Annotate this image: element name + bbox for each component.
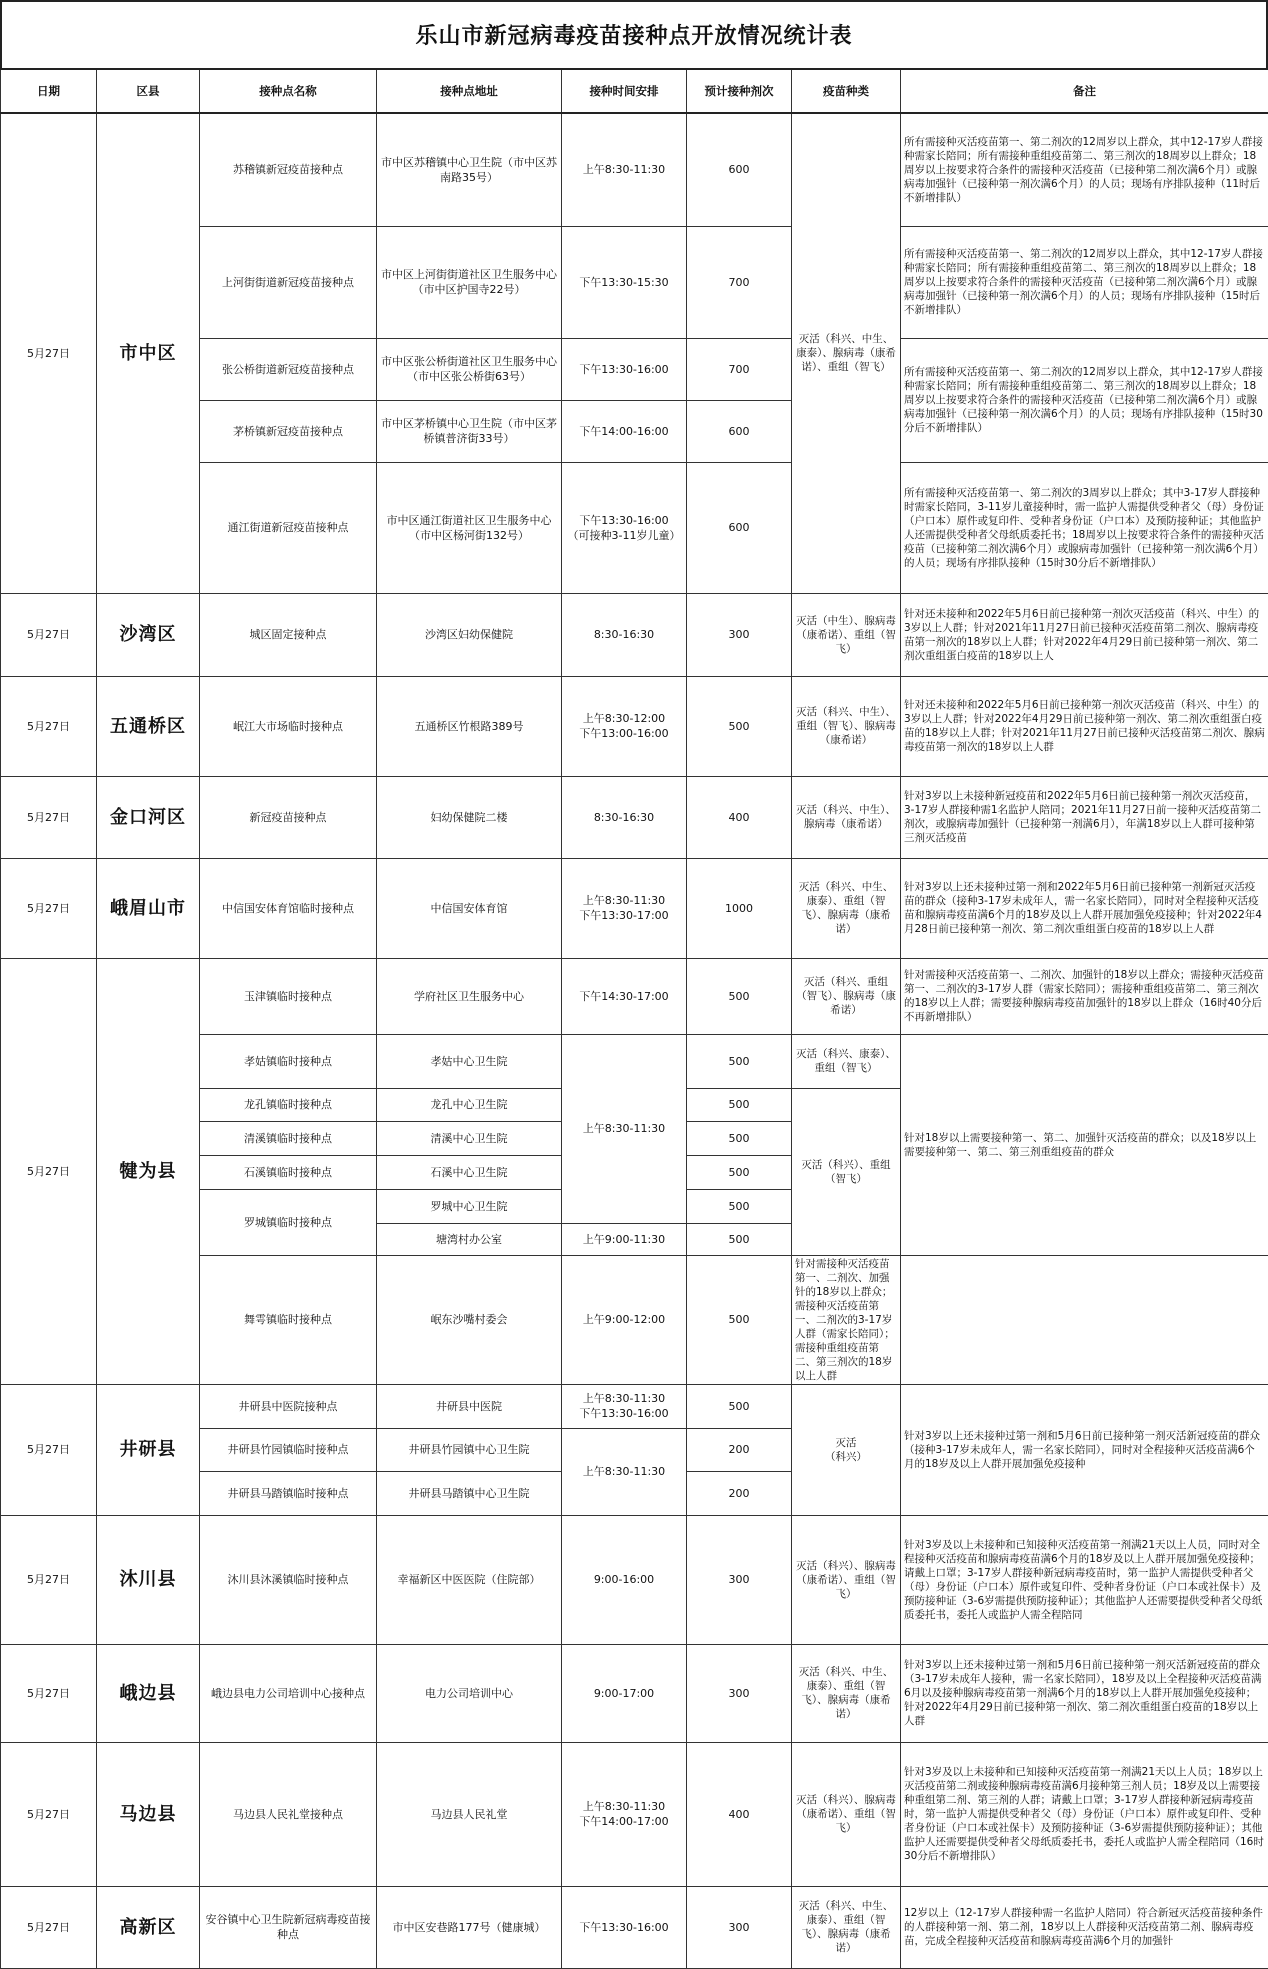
table-row bbox=[1, 1384, 1268, 1428]
site-name: 舞雩镇临时接种点 bbox=[200, 1255, 377, 1384]
site-address: 市中区苏稽镇中心卫生院（市中区苏南路35号） bbox=[377, 113, 562, 226]
vaccine-type: 灭活（中生）、腺病毒（康希诺）、重组（智飞） bbox=[792, 593, 901, 676]
district-cell: 峨边县 bbox=[97, 1644, 200, 1742]
header-name: 接种点名称 bbox=[200, 69, 377, 113]
site-address: 井研县竹园镇中心卫生院 bbox=[377, 1428, 562, 1471]
site-address: 龙孔中心卫生院 bbox=[377, 1088, 562, 1121]
header-district: 区县 bbox=[97, 69, 200, 113]
site-doses: 300 bbox=[687, 1644, 792, 1742]
table-row bbox=[1, 1644, 1268, 1742]
site-time: 9:00-17:00 bbox=[562, 1644, 687, 1742]
site-address: 岷东沙嘴村委会 bbox=[377, 1255, 562, 1384]
site-address: 中信国安体育馆 bbox=[377, 858, 562, 958]
site-address: 电力公司培训中心 bbox=[377, 1644, 562, 1742]
site-doses: 600 bbox=[687, 400, 792, 462]
table-row bbox=[1, 858, 1268, 958]
site-note: 针对3岁以上还未接种过第一剂和5月6日前已接种第一剂灭活新冠疫苗的群众（3-17岁未成年人接种，需一名家长陪同），18岁及以上全程接种灭活疫苗满6月以及接种腺病毒疫苗第一剂满6个月的18岁以上人群开展加强免疫接种；针对2022年4月29日前已接种第一剂次、第二剂次重组蛋白疫苗的18岁以上人群 bbox=[901, 1644, 1268, 1742]
district-cell: 五通桥区 bbox=[97, 676, 200, 776]
vaccine-type: 灭活（科兴）、重组（智飞） bbox=[792, 1088, 901, 1255]
site-address: 孝姑中心卫生院 bbox=[377, 1034, 562, 1088]
site-doses: 300 bbox=[687, 1886, 792, 1968]
site-address: 罗城中心卫生院 bbox=[377, 1189, 562, 1223]
site-name: 中信国安体育馆临时接种点 bbox=[200, 858, 377, 958]
site-address: 清溪中心卫生院 bbox=[377, 1121, 562, 1155]
site-name: 新冠疫苗接种点 bbox=[200, 776, 377, 858]
date-cell: 5月27日 bbox=[1, 1886, 97, 1968]
site-doses: 1000 bbox=[687, 858, 792, 958]
site-note: 针对3岁及以上未接种和已知接种灭活疫苗第一剂满21天以上人员；18岁以上灭活疫苗第二剂或接种腺病毒疫苗满6月接种第三剂人员；18岁及以上需要接种重组第二剂、第三剂的人群；请戴上口罩；3-17岁人群接种新冠病毒疫苗时，第一监护人需提供受种者父（母）身份证（户口本）原件或复印件、受种者身份证（户口本或社保卡）及预防接种证（3-6岁需提供预防接种证）；其他监护人还需要提供受种者父母纸质委托书，委托人或监护人需全程陪同（16时30分后不新增排队） bbox=[901, 1742, 1268, 1886]
vaccine-type: 灭活（科兴、中生、康泰）、腺病毒（康希诺）、重组（智飞） bbox=[792, 113, 901, 593]
site-name: 井研县马踏镇临时接种点 bbox=[200, 1471, 377, 1515]
site-note: 所有需接种灭活疫苗第一、第二剂次的3周岁以上群众；其中3-17岁人群接种时需家长陪同，3-11岁儿童接种时，需一监护人需提供受种者父（母）身份证（户口本）原件或复印件、受种者身份证（户口本）及预防接种证；其他监护人还需提供受种者父母纸质委托书；18周岁以上按要求符合条件的需接种灭活疫苗（已接种第二剂次满6个月）或腺病毒加强针（已接种第一剂次满6个月）的人员；现场有序排队接种（15时30分后不新增排队） bbox=[901, 462, 1268, 593]
site-time: 下午13:30-16:00 （可接种3-11岁儿童） bbox=[562, 462, 687, 593]
site-address: 幸福新区中医医院（住院部） bbox=[377, 1515, 562, 1644]
site-doses: 500 bbox=[687, 1255, 792, 1384]
site-address: 石溪中心卫生院 bbox=[377, 1155, 562, 1189]
site-doses: 500 bbox=[687, 1189, 792, 1223]
site-time: 下午14:00-16:00 bbox=[562, 400, 687, 462]
site-doses: 700 bbox=[687, 338, 792, 400]
header-address: 接种点地址 bbox=[377, 69, 562, 113]
site-doses: 300 bbox=[687, 593, 792, 676]
site-time: 8:30-16:30 bbox=[562, 593, 687, 676]
vaccine-type: 灭活（科兴、中生、康泰）、重组（智飞）、腺病毒（康希诺） bbox=[792, 1886, 901, 1968]
date-cell: 5月27日 bbox=[1, 776, 97, 858]
site-note: 针对还未接种和2022年5月6日前已接种第一剂次灭活疫苗（科兴、中生）的3岁以上人群；针对2021年11月27日前已接种灭活疫苗第二剂次、腺病毒疫苗第一剂次的18岁以上人群；针对2022年4月29日前已接种第一剂次、第二剂次重组蛋白疫苗的18岁以上人 bbox=[901, 593, 1268, 676]
header-time: 接种时间安排 bbox=[562, 69, 687, 113]
site-name: 张公桥街道新冠疫苗接种点 bbox=[200, 338, 377, 400]
table-row bbox=[1, 1742, 1268, 1886]
site-time: 9:00-16:00 bbox=[562, 1515, 687, 1644]
site-time: 上午8:30-11:30 bbox=[562, 1428, 687, 1515]
site-name: 孝姑镇临时接种点 bbox=[200, 1034, 377, 1088]
site-doses: 600 bbox=[687, 462, 792, 593]
site-doses: 500 bbox=[687, 676, 792, 776]
district-cell: 峨眉山市 bbox=[97, 858, 200, 958]
site-doses: 500 bbox=[687, 1121, 792, 1155]
table-row bbox=[1, 593, 1268, 676]
site-time: 下午13:30-16:00 bbox=[562, 1886, 687, 1968]
site-doses: 200 bbox=[687, 1471, 792, 1515]
vaccine-type: 灭活（科兴、中生）、重组（智飞）、腺病毒（康希诺） bbox=[792, 676, 901, 776]
site-time: 上午8:30-11:30 bbox=[562, 113, 687, 226]
vaccination-table bbox=[0, 68, 1268, 1969]
site-name: 罗城镇临时接种点 bbox=[200, 1189, 377, 1255]
site-note: 针对3岁以上还未接种过第一剂和2022年5月6日前已接种第一剂新冠灭活疫苗的群众（接种3-17岁未成年人，需一名家长陪同），同时对全程接种灭活疫苗和腺病毒疫苗满6个月的18岁及以上人群开展加强免疫接种；针对2022年4月28日前已接种第一剂次、第二剂次重组蛋白疫苗的18岁以上人群 bbox=[901, 858, 1268, 958]
site-address: 市中区安巷路177号（健康城） bbox=[377, 1886, 562, 1968]
site-address: 市中区通江街道社区卫生服务中心（市中区杨河街132号） bbox=[377, 462, 562, 593]
vaccine-type: 灭活（科兴）、腺病毒（康希诺）、重组（智飞） bbox=[792, 1515, 901, 1644]
site-note: 针对需接种灭活疫苗第一、二剂次、加强针的18岁以上群众；需接种灭活疫苗第一、二剂次的3-17岁人群（需家长陪同）；需接种重组疫苗第二、第三剂次的18岁以上人群 bbox=[792, 1255, 901, 1384]
header-row bbox=[1, 69, 1268, 113]
district-cell: 沙湾区 bbox=[97, 593, 200, 676]
site-doses: 300 bbox=[687, 1515, 792, 1644]
site-doses: 500 bbox=[687, 1223, 792, 1255]
site-address: 塘湾村办公室 bbox=[377, 1223, 562, 1255]
vaccine-type: 灭活（科兴、中生、康泰）、重组（智飞）、腺病毒（康希诺） bbox=[792, 1644, 901, 1742]
site-address: 市中区上河街街道社区卫生服务中心（市中区护国寺22号） bbox=[377, 226, 562, 338]
site-note: 针对还未接种和2022年5月6日前已接种第一剂次灭活疫苗（科兴、中生）的3岁以上人群；针对2022年4月29日前已接种第一剂次、第二剂次重组蛋白疫苗的18岁以上人群；针对2021年11月27日前已接种灭活疫苗第二剂次、腺病毒疫苗第一剂次的18岁以上人群 bbox=[901, 676, 1268, 776]
table-row bbox=[1, 958, 1268, 1034]
date-cell: 5月27日 bbox=[1, 113, 97, 593]
site-time: 下午13:30-16:00 bbox=[562, 338, 687, 400]
district-cell: 井研县 bbox=[97, 1384, 200, 1515]
site-name: 茅桥镇新冠疫苗接种点 bbox=[200, 400, 377, 462]
site-name: 龙孔镇临时接种点 bbox=[200, 1088, 377, 1121]
site-doses: 500 bbox=[687, 1034, 792, 1088]
date-cell: 5月27日 bbox=[1, 958, 97, 1384]
site-name: 城区固定接种点 bbox=[200, 593, 377, 676]
site-address: 学府社区卫生服务中心 bbox=[377, 958, 562, 1034]
header-note: 备注 bbox=[901, 69, 1268, 113]
site-time: 上午8:30-12:00 下午13:00-16:00 bbox=[562, 676, 687, 776]
site-note: 12岁以上（12-17岁人群接种需一名监护人陪同）符合新冠灭活疫苗接种条件的人群接种第一剂、第二剂，18岁以上人群接种灭活疫苗第二剂、腺病毒疫苗，完成全程接种灭活疫苗和腺病毒疫苗满6个月的加强针 bbox=[901, 1886, 1268, 1968]
vaccine-type: 灭活（科兴、重组（智飞）、腺病毒（康希诺） bbox=[792, 958, 901, 1034]
site-name: 马边县人民礼堂接种点 bbox=[200, 1742, 377, 1886]
date-cell: 5月27日 bbox=[1, 1742, 97, 1886]
site-time: 上午8:30-11:30 下午13:30-17:00 bbox=[562, 858, 687, 958]
site-address: 井研县马踏镇中心卫生院 bbox=[377, 1471, 562, 1515]
site-doses: 600 bbox=[687, 113, 792, 226]
site-time: 下午14:30-17:00 bbox=[562, 958, 687, 1034]
site-note: 所有需接种灭活疫苗第一、第二剂次的12周岁以上群众，其中12-17岁人群接种需家长陪同；所有需接种重组疫苗第二、第三剂次的18周岁以上群众；18周岁以上按要求符合条件的需接种灭活疫苗（已接种第二剂次满6个月）或腺病毒加强针（已接种第一剂次满6个月）的人员；现场有序排队接种（15时30分后不新增排队） bbox=[901, 338, 1268, 462]
site-note: 所有需接种灭活疫苗第一、第二剂次的12周岁以上群众，其中12-17岁人群接种需家长陪同；所有需接种重组疫苗第二、第三剂次的18周岁以上群众；18周岁以上按要求符合条件的需接种灭活疫苗（已接种第二剂次满6个月）或腺病毒加强针（已接种第一剂次满6个月）的人员；现场有序排队接种（11时后不新增排队） bbox=[901, 113, 1268, 226]
site-doses: 500 bbox=[687, 1155, 792, 1189]
vaccine-type: 灭活 （科兴） bbox=[792, 1384, 901, 1515]
site-name: 井研县中医院接种点 bbox=[200, 1384, 377, 1428]
site-address: 市中区张公桥街道社区卫生服务中心（市中区张公桥街63号） bbox=[377, 338, 562, 400]
site-time: 8:30-16:30 bbox=[562, 776, 687, 858]
site-time: 上午8:30-11:30 下午14:00-17:00 bbox=[562, 1742, 687, 1886]
header-vaccine: 疫苗种类 bbox=[792, 69, 901, 113]
site-address: 妇幼保健院二楼 bbox=[377, 776, 562, 858]
district-cell: 金口河区 bbox=[97, 776, 200, 858]
district-cell: 市中区 bbox=[97, 113, 200, 593]
site-name: 井研县竹园镇临时接种点 bbox=[200, 1428, 377, 1471]
site-name: 通江街道新冠疫苗接种点 bbox=[200, 462, 377, 593]
site-name: 上河街街道新冠疫苗接种点 bbox=[200, 226, 377, 338]
site-doses: 400 bbox=[687, 1742, 792, 1886]
district-cell: 高新区 bbox=[97, 1886, 200, 1968]
site-note: 针对需接种灭活疫苗第一、二剂次、加强针的18岁以上群众；需接种灭活疫苗第一、二剂次的3-17岁人群（需家长陪同）；需接种重组疫苗第二、第三剂次的18岁以上人群；需要接种腺病毒疫苗加强针的18岁以上群众（16时40分后不再新增排队） bbox=[901, 958, 1268, 1034]
header-doses: 预计接种剂次 bbox=[687, 69, 792, 113]
site-note: 针对3岁以上还未接种过第一剂和5月6日前已接种第一剂灭活新冠疫苗的群众（接种3-17岁未成年人，需一名家长陪同），同时对全程接种灭活疫苗满6个月的18岁及以上人群开展加强免疫接种 bbox=[901, 1384, 1268, 1515]
site-name: 玉津镇临时接种点 bbox=[200, 958, 377, 1034]
site-name: 清溪镇临时接种点 bbox=[200, 1121, 377, 1155]
site-note: 针对3岁以上未接种新冠疫苗和2022年5月6日前已接种第一剂次灭活疫苗，3-17岁人群接种需1名监护人陪同；2021年11月27日前一接种灭活疫苗第二剂次，或腺病毒加强针（已接种第一剂满6月），年满18岁以上人群可接种第三剂灭活疫苗 bbox=[901, 776, 1268, 858]
header-date: 日期 bbox=[1, 69, 97, 113]
date-cell: 5月27日 bbox=[1, 1515, 97, 1644]
vaccine-type: 灭活（科兴、中生、康泰）、重组（智飞）、腺病毒（康希诺） bbox=[792, 858, 901, 958]
site-doses: 500 bbox=[687, 1384, 792, 1428]
date-cell: 5月27日 bbox=[1, 1384, 97, 1515]
vaccine-type: 灭活（科兴、康泰）、重组（智飞） bbox=[792, 1034, 901, 1088]
site-time: 上午9:00-11:30 bbox=[562, 1223, 687, 1255]
district-cell: 沐川县 bbox=[97, 1515, 200, 1644]
site-note: 针对18岁以上需要接种第一、第二、加强针灭活疫苗的群众；以及18岁以上需要接种第一、第二、第三剂重组疫苗的群众 bbox=[901, 1034, 1268, 1255]
page-title: 乐山市新冠病毒疫苗接种点开放情况统计表 bbox=[0, 0, 1268, 68]
table-row bbox=[1, 113, 1268, 226]
site-time: 上午8:30-11:30 下午13:30-16:00 bbox=[562, 1384, 687, 1428]
table-row bbox=[1, 676, 1268, 776]
site-address: 沙湾区妇幼保健院 bbox=[377, 593, 562, 676]
vaccine-type: 灭活（科兴、中生）、腺病毒（康希诺） bbox=[792, 776, 901, 858]
district-cell: 犍为县 bbox=[97, 958, 200, 1384]
site-address: 井研县中医院 bbox=[377, 1384, 562, 1428]
site-name: 石溪镇临时接种点 bbox=[200, 1155, 377, 1189]
table-row bbox=[1, 1886, 1268, 1968]
site-name: 峨边县电力公司培训中心接种点 bbox=[200, 1644, 377, 1742]
district-cell: 马边县 bbox=[97, 1742, 200, 1886]
site-name: 岷江大市场临时接种点 bbox=[200, 676, 377, 776]
site-time: 上午8:30-11:30 bbox=[562, 1034, 687, 1223]
date-cell: 5月27日 bbox=[1, 676, 97, 776]
site-name: 苏稽镇新冠疫苗接种点 bbox=[200, 113, 377, 226]
site-doses: 400 bbox=[687, 776, 792, 858]
site-address: 五通桥区竹根路389号 bbox=[377, 676, 562, 776]
site-doses: 700 bbox=[687, 226, 792, 338]
date-cell: 5月27日 bbox=[1, 1644, 97, 1742]
site-note: 所有需接种灭活疫苗第一、第二剂次的12周岁以上群众，其中12-17岁人群接种需家长陪同；所有需接种重组疫苗第二、第三剂次的18周岁以上群众；18周岁以上按要求符合条件的需接种灭活疫苗（已接种第二剂次满6个月）或腺病毒加强针（已接种第一剂次满6个月）的人员；现场有序排队接种（15时后不新增排队） bbox=[901, 226, 1268, 338]
site-name: 沐川县沐溪镇临时接种点 bbox=[200, 1515, 377, 1644]
table-row bbox=[1, 776, 1268, 858]
site-address: 市中区茅桥镇中心卫生院（市中区茅桥镇普济街33号） bbox=[377, 400, 562, 462]
site-time: 下午13:30-15:30 bbox=[562, 226, 687, 338]
site-doses: 500 bbox=[687, 1088, 792, 1121]
site-address: 马边县人民礼堂 bbox=[377, 1742, 562, 1886]
site-name: 安谷镇中心卫生院新冠病毒疫苗接种点 bbox=[200, 1886, 377, 1968]
date-cell: 5月27日 bbox=[1, 593, 97, 676]
site-note: 针对3岁及以上未接种和已知接种灭活疫苗第一剂满21天以上人员，同时对全程接种灭活疫苗和腺病毒疫苗满6个月的18岁及以上人群开展加强免疫接种；请戴上口罩；3-17岁人群接种新冠病毒疫苗时，第一监护人需提供受种者父（母）身份证（户口本）原件或复印件、受种者身份证（户口本或社保卡）及预防接种证（3-6岁需提供预防接种证）；其他监护人还需要提供受种者父母纸质委托书，委托人或监护人需全程陪同 bbox=[901, 1515, 1268, 1644]
vaccine-type: 灭活（科兴）、腺病毒（康希诺）、重组（智飞） bbox=[792, 1742, 901, 1886]
site-time: 上午9:00-12:00 bbox=[562, 1255, 687, 1384]
table-row bbox=[1, 1515, 1268, 1644]
date-cell: 5月27日 bbox=[1, 858, 97, 958]
site-doses: 200 bbox=[687, 1428, 792, 1471]
site-doses: 500 bbox=[687, 958, 792, 1034]
